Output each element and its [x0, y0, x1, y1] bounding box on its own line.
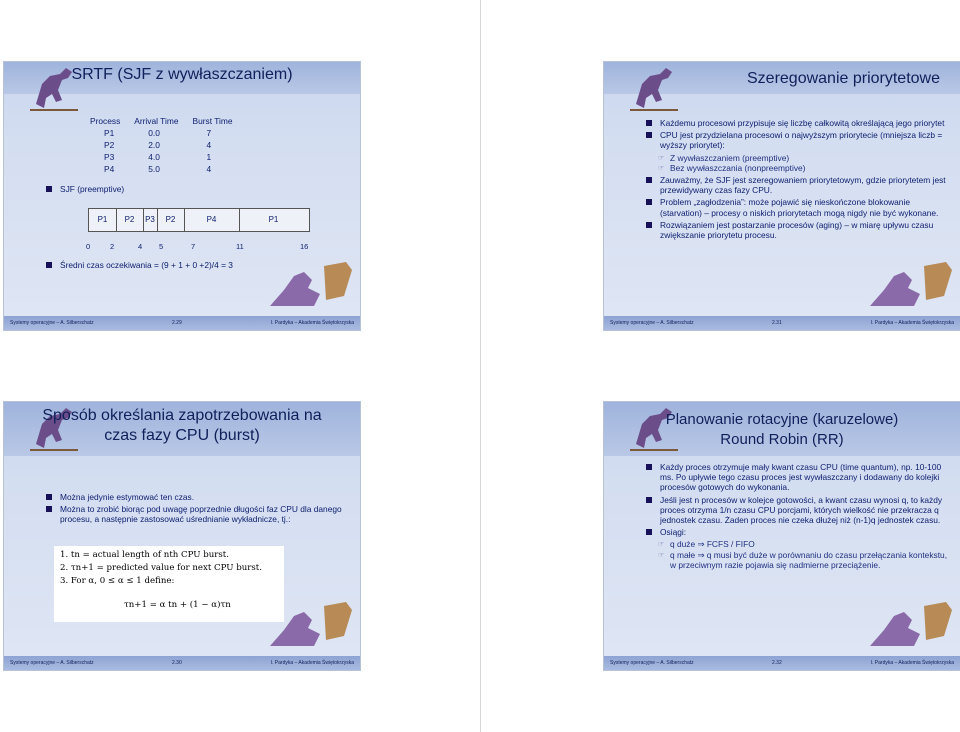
sub-bullet-text: ☞ Bez wywłaszczania (nonpreemptive)	[646, 163, 950, 173]
table-cell: 4	[206, 164, 212, 174]
slide-title: Szeregowanie priorytetowe	[747, 70, 940, 87]
slide-footer	[604, 316, 960, 330]
bullet-text: Każdemu procesowi przypisuje się liczbę całkowitą określającą jego priorytet	[646, 118, 950, 128]
sub-bullet-text: ☞ q duże ⇒ FCFS / FIFO	[646, 539, 950, 549]
slide-priority	[603, 61, 960, 331]
table-cell: P1	[104, 128, 115, 138]
footer-author: Systemy operacyjne – A. Silberschatz	[610, 660, 694, 666]
slide-title-line: czas fazy CPU (burst)	[104, 427, 260, 444]
tick-label: 7	[191, 242, 196, 251]
table-cell: 0.0	[148, 128, 160, 138]
gantt-cell: P4	[184, 209, 240, 231]
bullet-average: Średni czas oczekiwania = (9 + 1 + 0 +2)/4 = 3	[46, 260, 350, 270]
slide-round-robin	[603, 401, 960, 671]
bullet-text: CPU jest przydzielana procesowi o najwyższym priorytecie (mniejsza liczb = wyższy priorytet):	[646, 130, 950, 150]
sub-bullet-text: ☞ Z wywłaszczaniem (preemptive)	[646, 153, 950, 163]
slide-title-line: Planowanie rotacyjne (karuzelowe)	[665, 411, 899, 428]
table-cell: 1	[206, 152, 212, 162]
header-process: Process	[90, 116, 121, 126]
bullet-text: Każdy proces otrzymuje mały kwant czasu CPU (time quantum), np. 10-100 ms. Po upływie tego czasu proces jest wywłaszczany i dodawany do kolejki procesów gotowych do wykonania.	[646, 462, 950, 493]
footer-page: 2.30	[172, 660, 182, 666]
slide-footer	[4, 656, 360, 670]
table-cell: P4	[104, 164, 115, 174]
tick-label: 0	[86, 242, 91, 251]
page-divider	[480, 0, 481, 732]
table-row	[90, 152, 247, 164]
process-table	[90, 116, 247, 176]
bullet-text: Można jedynie estymować ten czas.	[46, 492, 350, 502]
table-row	[90, 140, 247, 152]
slide-title	[4, 406, 360, 446]
table-row	[90, 164, 247, 176]
table-cell: 7	[206, 128, 212, 138]
dinosaur-logo-icon	[264, 256, 356, 314]
bullet-sjf: SJF (preemptive)	[46, 184, 350, 194]
gantt-cell: P1	[89, 209, 117, 231]
tick-label: 16	[300, 242, 309, 251]
footer-page: 2.29	[172, 320, 182, 326]
table-header-row	[90, 116, 247, 128]
slide-srtf	[3, 61, 361, 331]
table-cell: 4	[206, 140, 212, 150]
slide-body	[46, 492, 350, 527]
dinosaur-logo-icon	[864, 596, 956, 654]
footer-author: Systemy operacyjne – A. Silberschatz	[10, 660, 94, 666]
slide-body	[646, 118, 950, 242]
table-cell: 5.0	[148, 164, 160, 174]
gantt-cell: P2	[157, 209, 185, 231]
tick-label: 2	[110, 242, 115, 251]
slide-footer	[604, 656, 960, 670]
slide-title	[604, 410, 960, 450]
gantt-cell: P1	[268, 215, 279, 224]
table-row	[90, 128, 247, 140]
dinosaur-logo-icon	[864, 256, 956, 314]
formula-box	[54, 546, 284, 622]
formula-equation: τn+1 = α tn + (1 − α)τn	[124, 600, 231, 610]
footer-institution: I. Pardyka – Akademia Świętokrzyska	[870, 660, 954, 666]
gantt-cell: P3	[143, 209, 158, 231]
formula-line: 2. τn+1 = predicted value for next CPU burst.	[60, 563, 262, 573]
dinosaur-logo-icon	[264, 596, 356, 654]
bullet-text: Można to zrobić biorąc pod uwagę poprzednie długości faz CPU dla danego procesu, a następnie zastosować uśrednianie wykładnicze, tj.:	[46, 504, 350, 524]
bullet-text: Rozwiązaniem jest postarzanie procesów (aging) – w miarę upływu czasu zwiększanie priorytetu procesu.	[646, 220, 950, 240]
slide-footer	[4, 316, 360, 330]
gantt-chart	[88, 208, 310, 232]
slide-title: SRTF (SJF z wywłaszczaniem)	[71, 66, 293, 83]
bullet-text: Problem „zagłodzenia”: może pojawić się nieskończone blokowanie (starvation) – procesy o niskich priorytetach mogą nigdy nie być wykonane.	[646, 197, 950, 217]
table-cell: P3	[104, 152, 115, 162]
formula-line: 3. For α, 0 ≤ α ≤ 1 define:	[60, 576, 175, 586]
slide-burst	[3, 401, 361, 671]
table-cell: 4.0	[148, 152, 160, 162]
footer-institution: I. Pardyka – Akademia Świętokrzyska	[270, 660, 354, 666]
bullet-text: Osiągi:	[646, 527, 950, 537]
slide-title-line: Round Robin (RR)	[720, 431, 844, 448]
table-cell: P2	[104, 140, 115, 150]
footer-institution: I. Pardyka – Akademia Świętokrzyska	[270, 320, 354, 326]
footer-institution: I. Pardyka – Akademia Świętokrzyska	[870, 320, 954, 326]
sub-bullet-text: ☞ q małe ⇒ q musi być duże w porównaniu do czasu przełączania kontekstu, w przeciwnym razie pojawia się nadmierne przeciążenie.	[646, 550, 950, 570]
header-burst: Burst Time	[192, 116, 233, 126]
table-cell: 2.0	[148, 140, 160, 150]
header-arrival: Arrival Time	[134, 116, 179, 126]
footer-page: 2.31	[772, 320, 782, 326]
tick-label: 4	[138, 242, 143, 251]
tick-label: 5	[159, 242, 164, 251]
footer-author: Systemy operacyjne – A. Silberschatz	[610, 320, 694, 326]
footer-author: Systemy operacyjne – A. Silberschatz	[10, 320, 94, 326]
tick-label: 11	[236, 242, 244, 251]
footer-page: 2.32	[772, 660, 782, 666]
bullet-text: Zauważmy, że SJF jest szeregowaniem priorytetowym, gdzie priorytetem jest przewidywany czas fazy CPU.	[646, 175, 950, 195]
slide-title-line: Sposób określania zapotrzebowania na	[42, 407, 322, 424]
bullet-text: Jeśli jest n procesów w kolejce gotowości, a kwant czasu wynosi q, to każdy proces otrzyma 1/n czasu CPU porcjami, których wielkość nie przekracza q jednostek czasu. Żaden proces nie czeka dłużej niż (n-1)q jednostek czasu.	[646, 495, 950, 526]
slide-body	[46, 184, 350, 196]
formula-line: 1. tn = actual length of nth CPU burst.	[60, 550, 229, 560]
gantt-cell: P2	[116, 209, 144, 231]
slide-body	[646, 462, 950, 570]
